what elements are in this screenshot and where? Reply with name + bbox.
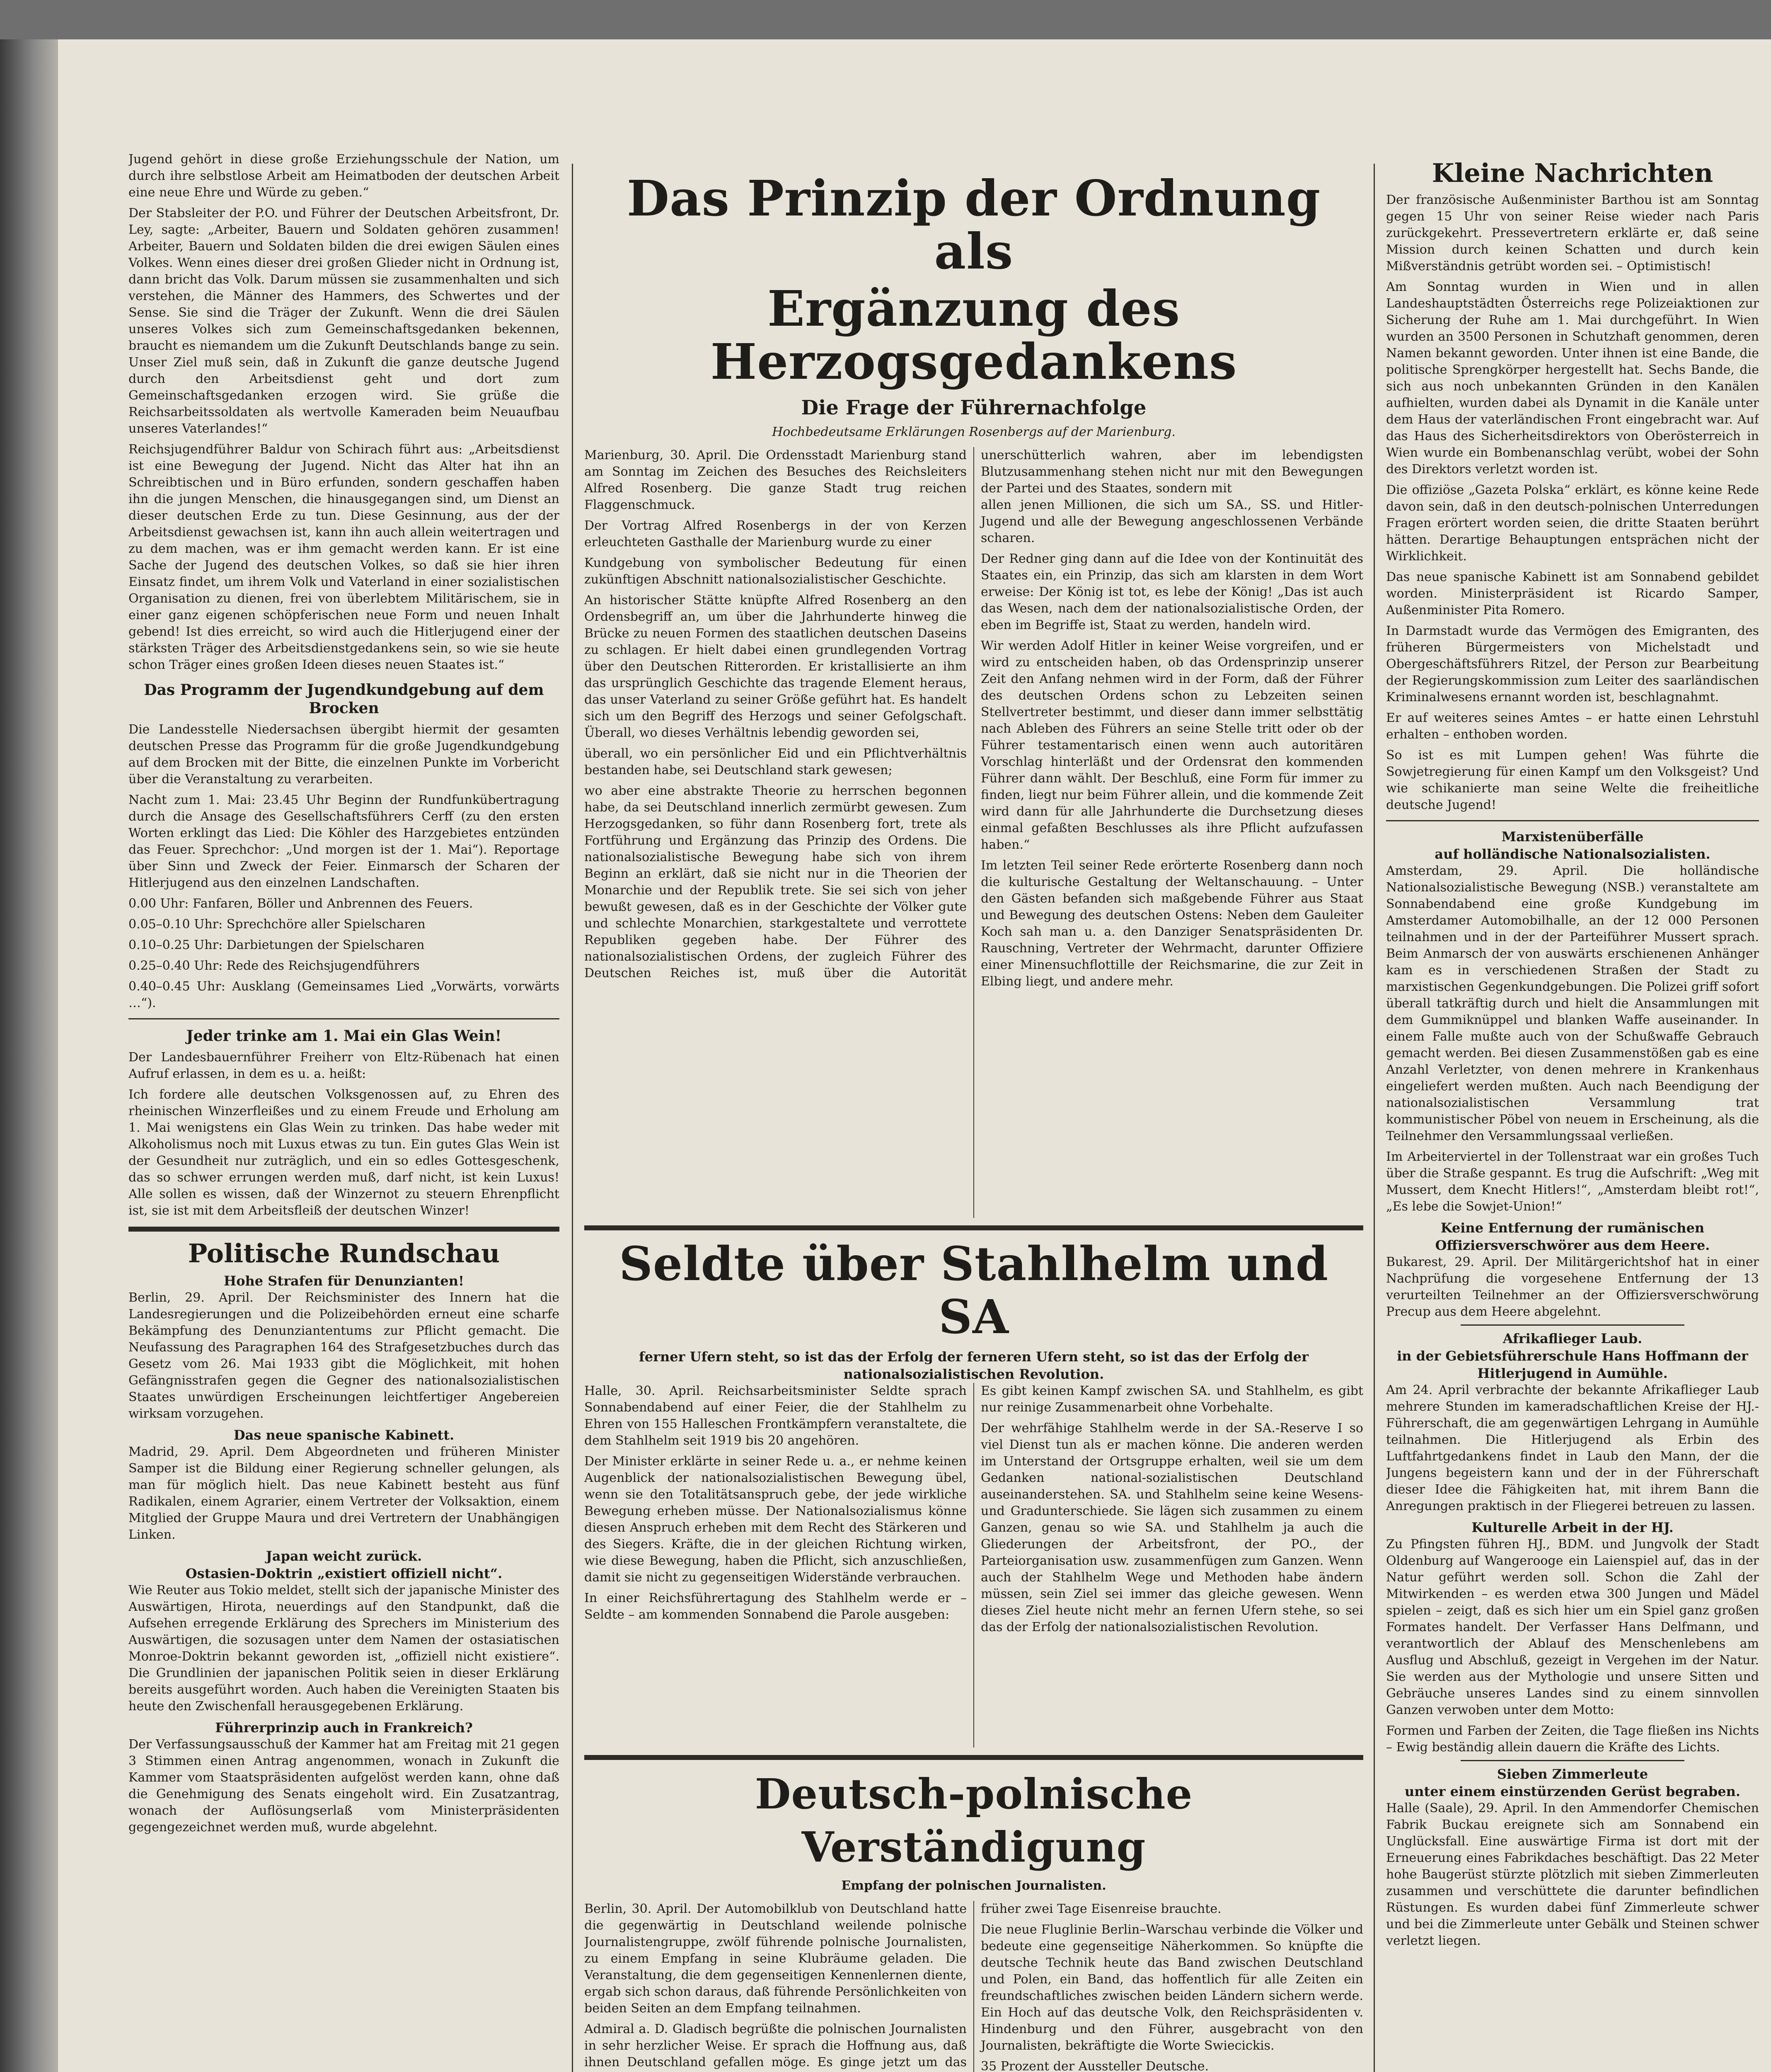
paragraph: früher zwei Tage Eisenreise brauchte. bbox=[981, 1902, 1222, 1916]
main-headline-line2: Ergänzung des Herzogsgedankens bbox=[710, 280, 1237, 390]
paragraph: An historischer Stätte knüpfte Alfred Rosenberg an den Ordensbegriff an, um über die Jahrhunderte hinweg die Brücke zu neuen Formen des staatlichen deutschen Daseins zu schlagen. Er hielt dabei einen grundlegenden Vortrag über den Deutschen Ritterorden. Er kristallisierte an ihm das ursprünglich Geschichte das tragende Element heraus, das unser Vaterland zu seiner Größe geführt hat. Es handelt sich um den Begriff des Herzogs und seiner Gefolgschaft. Überall, wo dieses Verhältnis lebendig geworden sei, bbox=[584, 593, 967, 740]
spain-headline: Das neue spanische Kabinett. bbox=[233, 1427, 455, 1443]
paragraph: Ich fordere alle deutschen Volksgenossen auf, zu Ehren des rheinischen Winzerfleißes und zu einem Freude und Erholung am 1. Mai wenigstens ein Glas Wein zu trinken. Das habe weder mit Alkoholismus noch mit Luxus etwas zu tun. Ein gutes Glas Wein ist der Gesundheit nur zuträglich, und ein so edles Gottesgeschenk, das so schwer errungen werden muß, darf nicht, ist kein Luxus! Alle sollen es wissen, daß der Winzernot zu steuern Ehrenpflicht ist, sie ist mit dem Arbeitsfleiß der deutschen Winzer! bbox=[128, 1087, 559, 1218]
rule bbox=[584, 1755, 1363, 1760]
seldte-headline: Seldte über Stahlhelm und SA bbox=[619, 1237, 1329, 1344]
paragraph: Jugend gehört in diese große Erziehungsschule der Nation, um durch ihre selbstlose Arbeit am Heimatboden der deutschen Arbeit eine neue Ehre und Würde zu geben.“ bbox=[128, 152, 559, 200]
paragraph: allen jenen Millionen, die sich um SA., SS. und Hitler-Jugend und alle der Bewegung angeschlossenen Verbände scharen. bbox=[981, 498, 1363, 545]
paragraph: In einer Reichsführertagung des Stahlhelm werde er – Seldte – am kommenden Sonnabend die Parole ausgeben: bbox=[584, 1591, 967, 1622]
paragraph: Der Landesbauernführer Freiherr von Eltz-Rübenach hat einen Aufruf erlassen, in dem es u. a. heißt: bbox=[128, 1050, 559, 1081]
paragraph: Das neue spanische Kabinett ist am Sonnabend gebildet worden. Ministerpräsident ist Ricardo Samper, Außenminister Pita Romero. bbox=[1386, 570, 1759, 617]
japan-subheadline: Ostasien-Doktrin „existiert offiziell nicht“. bbox=[185, 1566, 503, 1581]
rundschau-headline: Politische Rundschau bbox=[188, 1238, 500, 1268]
rule bbox=[128, 1018, 559, 1019]
paragraph: Nacht zum 1. Mai: 23.45 Uhr Beginn der Rundfunkübertragung durch die Ansage des Gesellschaftsführers Cerff (zu den ersten Worten erklingt das Lied: Die Köhler des Harzgebietes entzünden das Feuer. Sprechchor: „Und morgen ist der 1. Mai“). Reportage über Sinn und Zweck der Feier. Einmarsch der Scharen der Hitlerjugend aus den einzelnen Landschaften. bbox=[128, 793, 559, 890]
paragraph: Wir werden Adolf Hitler in keiner Weise vorgreifen, und er wird zu entscheiden haben, ob das Ordensprinzip unserer Zeit den Anfang nehmen wird in der Form, daß der Führer des deutschen Ordens schon zu Lebzeiten seinen Stellvertreter bestimmt, und dieser dann immer selbsttätig nach Ableben des Führers an seine Stelle tritt oder ob der Führer testamentarisch einen wenn auch autoritären Vorschlag hinterläßt und der Ordensrat den kommenden Führer dann wählt. Der Beschluß, eine Form für immer zu finden, liegt nur beim Führer allein, und die kommende Zeit wird dann für alle Jahrhunderte die Durchsetzung dieses einmal gefaßten Beschlusses als ihre Pflicht aufzufassen haben.“ bbox=[981, 639, 1363, 852]
france-paragraphs bbox=[128, 1736, 559, 1836]
zimmer-subheadline: unter einem einstürzenden Gerüst begraben. bbox=[1404, 1784, 1741, 1799]
paragraph: Halle, 30. April. Reichsarbeitsminister Seldte sprach Sonnabendabend auf einer Feier, die der Stahlhelm zu Ehren von 155 Halleschen Frontkämpfern veranstaltete, die dem Stahlhelm seit 1919 bis 20 angehören. bbox=[584, 1384, 967, 1448]
japan-paragraphs bbox=[128, 1582, 559, 1715]
rundschau-subheadline: Hohe Strafen für Denunzianten! bbox=[223, 1273, 465, 1289]
paragraph: überall, wo ein persönlicher Eid und ein Pflichtverhältnis bestanden habe, sei Deutschland stark gewesen; bbox=[584, 746, 967, 777]
paragraph: Amsterdam, 29. April. Die holländische Nationalsozialistische Bewegung (NSB.) veranstaltete am Sonnabendabend eine große Kundgebung im Amsterdamer Automobilhalle, an der 12 000 Personen teilnahmen und in der der Parteiführer Mussert sprach. Beim Anmarsch der von auswärts erschienenen Anhänger kam es in verschiedenen Straßen der Stadt zu marxistischen Gegenkundgebungen. Die Polizei griff sofort überall tatkräftig durch und hielt die Ansammlungen mit dem Gummiknüppel und blanken Waffe auseinander. In einem Falle mußte auch von der Schußwaffe Gebrauch gemacht werden. Bei diesen Zusammenstößen gab es eine Anzahl Verletzter, von denen mehrere in Krankenhaus eingeliefert werden mußten. Auch nach Beendigung der nationalsozialistischen Versammlung trat kommunistischer Pöbel von neuem in Erscheinung, als die Teilnehmer den Versammlungssaal verließen. bbox=[1386, 864, 1759, 1143]
culture-headline: Kulturelle Arbeit in der HJ. bbox=[1471, 1520, 1674, 1535]
paragraph: Am Sonntag wurden in Wien und in allen Landeshauptstädten Österreichs rege Polizeiaktionen zur Sicherung der Ruhe am 1. Mai durchgeführt. In Wien wurden an 3500 Personen in Schutzhaft genommen, deren Namen bekannt geworden. Unter ihnen ist eine Bande, die politische Sprengkörper hergestellt hat. Sechs Bande, die sich aus noch unbekannten Gründen in den Kanälen aufhielten, wurden dabei als Dynamit in die Kanäle unter dem Haus der vaterländischen Front eingebracht war. Auf das Haus des Sicherheitsdirektors von Oberösterreich in Wien wurde ein Bombenanschlag verübt, wobei der Sohn des Direktors verletzt worden ist. bbox=[1386, 280, 1759, 477]
rule bbox=[1461, 1760, 1684, 1761]
paragraph: Am 24. April verbrachte der bekannte Afrikaflieger Laub mehrere Stunden im kameradschaftlichen Kreise der HJ.-Führerschaft, die am gegenwärtigen Lehrgang in Aumühle teilnahmen. Die Hitlerjugend als Erbin des Luftfahrtgedankens findet in Laub den Mann, der die Jungens begeistern kann und der in der Führerschaft dieser Idee die Fähigkeiten hat, mit ihrem Bann die Anregungen praktisch in der Fliegerei betreuen zu lassen. bbox=[1386, 1383, 1759, 1513]
paragraph: Die offiziöse „Gazeta Polska“ erklärt, es könne keine Rede davon sein, daß in den deutsch-polnischen Unterredungen Fragen erörtert worden seien, die dritte Staaten berührt hätten. Derartige Behauptungen entsprächen nicht der Wirklichkeit. bbox=[1386, 483, 1759, 564]
left-column bbox=[128, 151, 559, 2072]
paragraph: 0.00 Uhr: Fanfaren, Böller und Anbrennen des Feuers. bbox=[128, 896, 473, 911]
kn-paragraphs bbox=[1386, 192, 1759, 813]
romania-headline: Keine Entfernung der rumänischen Offiziersverschwörer aus dem Heere. bbox=[1435, 1220, 1710, 1253]
paragraph: Berlin, 30. April. Der Automobilklub von Deutschland hatte die gegenwärtig in Deutschland weilende polnische Journalistengruppe, zwölf führende polnische Journalisten, zu einem Empfang in seine Klubräume geladen. Die Veranstaltung, die dem gegenseitigen Kennenlernen diente, ergab sich schon daraus, daß führende Persönlichkeiten von beiden Seiten an dem Empfang teilnahmen. bbox=[584, 1902, 967, 2016]
main-headline-line1: Das Prinzip der Ordnung als bbox=[627, 169, 1321, 280]
paragraph: Halle (Saale), 29. April. In den Ammendorfer Chemischen Fabrik Buckau ereignete sich am Sonnabend ein Unglücksfall. Eine auswärtige Firma ist dort mit der Erneuerung eines Fabrikdaches beschäftigt. Das 22 Meter hohe Baugerüst stürzte plötzlich mit sieben Zimmerleuten zusammen und verschüttete die darunter befindlichen Rüstungen. Es wurden dabei fünf Zimmerleute schwer und bei die Zimmerleute unter Gebälk und Steinen schwer verletzt liegen. bbox=[1386, 1801, 1759, 1948]
dp-article-body bbox=[584, 1901, 1363, 2072]
paragraph: Madrid, 29. April. Dem Abgeordneten und früheren Minister Samper ist die Bildung einer Regierung schneller gelungen, als man für möglich hielt. Das neue Kabinett besteht aus fünf Radikalen, einem Agrarier, einem Vertreter der Volksaktion, einem Mitglied der Gruppe Maura und drei Vertretern der Unabhängigen Linken. bbox=[128, 1445, 559, 1542]
paragraph: Der Stabsleiter der P.O. und Führer der Deutschen Arbeitsfront, Dr. Ley, sagte: „Arbeiter, Bauern und Soldaten gehören zusammen! Arbeiter, Bauern und Soldaten bilden die drei ewigen Säulen eines Volkes. Wenn eines dieser drei großen Glieder nicht in Ordnung ist, dann bricht das Volk. Darum müssen sie zusammenhalten und sich verstehen, die Männer des Hammers, des Schwertes und der Sense. Sie sind die Träger der Zukunft. Wenn die drei Säulen unseres Volkes sich zum Gemeinschaftsgedanken bekennen, braucht es niemandem um die Zukunft Deutschlands bange zu sein. Unser Ziel muß sein, daß in Zukunft die ganze deutsche Jugend durch den Arbeitsdienst geht und dort zum Gemeinschaftsgedanken erzogen wird. Sie grüße die Reichsarbeitssoldaten als wertvolle Kameraden beim Neuaufbau unseres Vaterlandes!“ bbox=[128, 206, 559, 436]
right-column bbox=[1386, 151, 1759, 2072]
paragraph: Kundgebung von symbolischer Bedeutung für einen zukünftigen Abschnitt nationalsozialistischer Geschichte. bbox=[584, 556, 967, 587]
paragraph: 0.25–0.40 Uhr: Rede des Reichsjugendführers bbox=[128, 959, 420, 973]
japan-headline: Japan weicht zurück. bbox=[266, 1548, 422, 1564]
program-paragraphs bbox=[128, 721, 559, 1012]
laub-subheadline: in der Gebietsführerschule Hans Hoffmann der Hitlerjugend in Aumühle. bbox=[1397, 1348, 1748, 1381]
paragraph: So ist es mit Lumpen gehen! Was führte die Sowjetregierung für einen Kampf um den Volksgeist? Und wie schikanierte man seine Welte die freiheitliche deutsche Jugend! bbox=[1386, 748, 1759, 812]
romania-paragraphs bbox=[1386, 1254, 1759, 1320]
paragraph: 0.05–0.10 Uhr: Sprechchöre aller Spielscharen bbox=[128, 917, 426, 932]
program-headline: Das Programm der Jugendkundgebung auf dem Brocken bbox=[144, 681, 544, 717]
paragraph: Wie Reuter aus Tokio meldet, stellt sich der japanische Minister des Auswärtigen, Hirota, neuerdings auf den Standpunkt, daß die Aufsehen erregende Erklärung des Sprechers im Ministerium des Auswärtigen, die sozusagen unter dem Namen der ostasiatischen Monroe-Doktrin bekannt geworden ist, „offiziell nicht existiere“. Die Grundlinien der japanischen Politik seien in dieser Erklärung bereits ausgeführt worden. Auch haben die Vereinigten Staaten bis heute den Zwischenfall herausgegebenen Erklärung. bbox=[128, 1583, 559, 1714]
paragraph: Im Arbeiterviertel in der Tollenstraat war ein großes Tuch über die Straße gespannt. Es trug die Aufschrift: „Weg mit Mussert, dem Knecht Hitlers!“, „Amsterdam bleibt rot!“, „Es lebe die Sowjet-Union!“ bbox=[1386, 1150, 1759, 1214]
seldte-deck: ferner Ufern steht, so ist das der Erfolg der ferneren Ufern steht, so ist das der Erfolg der nationalsozialistischen Revolution. bbox=[639, 1349, 1309, 1382]
rule bbox=[128, 1227, 559, 1232]
binding-edge bbox=[0, 39, 58, 2072]
dp-subheadline: Empfang der polnischen Journalisten. bbox=[841, 1878, 1106, 1893]
paragraph: Die Landesstelle Niedersachsen übergibt hiermit der gesamten deutschen Presse das Programm für die große Jugendkundgebung auf dem Brocken mit der Bitte, die einzelnen Punkte im Vorbericht über die Veranstaltung zu verarbeiten. bbox=[128, 722, 559, 787]
main-subheadline: Die Frage der Führernachfolge bbox=[801, 396, 1147, 419]
paragraph: In Darmstadt wurde das Vermögen des Emigranten, des früheren Bürgermeisters von Michelstadt und Obergeschäftsführers Ritzel, der Person zur Bearbeitung der Regierungskommission zum Leiter des saarländischen Kriminalwesens ernannt worden ist, beschlagnahmt. bbox=[1386, 624, 1759, 704]
paragraph: Der Vortrag Alfred Rosenbergs in der von Kerzen erleuchteten Gasthalle der Marienburg wurde zu einer bbox=[584, 518, 967, 549]
paragraph: Im letzten Teil seiner Rede erörterte Rosenberg dann noch die kulturische Gestaltung der Weltanschauung. – Unter den Gästen befanden sich maßgebende Führer aus Staat und Bewegung des deutschen Ostens: Neben dem Gauleiter Koch sah man u. a. den Danziger Senatspräsidenten Dr. Rauschning, Vertreter der Wehrmacht, darunter Offiziere einer Minensuchflottille der Reichsmarine, die zur Zeit in Elbing liegt, und andere mehr. bbox=[981, 858, 1363, 989]
marx-subheadline: auf holländische Nationalsozialisten. bbox=[1435, 846, 1711, 862]
paragraph: 35 Prozent der Aussteller Deutsche. bbox=[981, 2059, 1209, 2072]
zimmer-paragraphs bbox=[1386, 1800, 1759, 1949]
dp-headline: Deutsch-polnische Verständigung bbox=[755, 1769, 1193, 1871]
center-column bbox=[584, 151, 1363, 2072]
paragraph: 0.10–0.25 Uhr: Darbietungen der Spielscharen bbox=[128, 938, 425, 952]
rule bbox=[1386, 820, 1759, 821]
laub-headline: Afrikaflieger Laub. bbox=[1502, 1331, 1643, 1346]
intro-paragraphs bbox=[128, 151, 559, 673]
paragraph: Berlin, 29. April. Der Reichsminister des Innern hat die Landesregierungen und die Polizeibehörden erneut eine scharfe Bekämpfung des Denunziantentums zur Pflicht gemacht. Die Neufassung des Paragraphen 164 des Strafgesetzbuches durch das Gesetz vom 26. Mai 1933 gibt die Möglichkeit, mit hohen Gefängnisstrafen gegen die Gegner des nationalsozialistischen Staates unwürdigen Erscheinungen leichtfertiger Angebereien wirksam vorzugehen. bbox=[128, 1290, 559, 1421]
spain-paragraphs bbox=[128, 1444, 559, 1543]
kn-headline: Kleine Nachrichten bbox=[1432, 158, 1713, 188]
marx-headline: Marxistenüberfälle bbox=[1501, 829, 1644, 845]
france-headline: Führerprinzip auch in Frankreich? bbox=[215, 1720, 473, 1736]
paragraph: Zu Pfingsten führen HJ., BDM. und Jungvolk der Stadt Oldenburg auf Wangerooge ein Laienspiel auf, das in der Natur geführt werden soll. Schon die Zahl der Mitwirkenden – es werden etwa 300 Jungen und Mädel spielen – zeigt, daß es sich hier um ein Spiel ganz großen Formates handelt. Der Verfasser Hans Delfmann, und verantwortlich der Ablauf des Menschenlebens am Ausflug und Abschluß, gezeigt in Vergehen im der Natur. Sie werden aus der Mythologie und unsere Sitten und Gebräuche unseres Landes sind zu einem sinnvollen Ganzen verwoben unter dem Motto: bbox=[1386, 1537, 1759, 1717]
column-rule bbox=[572, 164, 573, 2072]
main-article-body bbox=[584, 447, 1363, 1218]
paragraph: Der französische Außenminister Barthou ist am Sonntag gegen 15 Uhr von seiner Reise wieder nach Paris zurückgekehrt. Pressevertretern erklärte er, daß seine Mission durch keinen Schatten und durch kein Mißverständnis getrübt worden sei. – Optimistisch! bbox=[1386, 193, 1759, 274]
marx-paragraphs bbox=[1386, 863, 1759, 1215]
paragraph: Der Verfassungsausschuß der Kammer hat am Freitag mit 21 gegen 3 Stimmen einen Antrag angenommen, wonach in Zukunft die Kammer vom Staatspräsidenten aufgelöst werden kann, ohne daß die Genehmigung des Senats eingeholt wird. Ein Zusatzantrag, wonach der Auflösungserlaß vom Ministerpräsidenten gegengezeichnet werden muß, wurde abgelehnt. bbox=[128, 1737, 559, 1835]
rule bbox=[1461, 1324, 1684, 1326]
paragraph: Er auf weiteres seines Amtes – er hatte einen Lehrstuhl erhalten – enthoben worden. bbox=[1386, 711, 1759, 742]
newspaper-page bbox=[58, 39, 1771, 2072]
paragraph: Es gibt keinen Kampf zwischen SA. und Stahlhelm, es gibt nur reinige Zusammenarbeit ohne Vorbehalte. bbox=[981, 1384, 1363, 1415]
seldte-article-body bbox=[584, 1383, 1363, 1748]
paragraph: Die neue Fluglinie Berlin–Warschau verbinde die Völker und bedeute eine gegenseitige Näherkommen. So knüpfte die deutsche Technik heute das Band zwischen Deutschland und Polen, ein Band, das hoffentlich für alle Zeiten ein freundschaftliches zwischen beiden Ländern sichern werde. Ein Hoch auf das deutsche Volk, den Reichspräsidenten v. Hindenburg und den Führer, ausgebracht von den Journalisten, bekräftigte die Worte Swiecickis. bbox=[981, 1922, 1363, 2053]
column-rule bbox=[1374, 164, 1375, 2072]
paragraph: wo aber eine abstrakte Theorie zu herrschen begonnen habe, da sei Deutschland innerlich zermürbt gewesen. Zum Herzogsgedanken, so führ dann Rosenberg fort, trete als Fortführung und Ergänzung das Prinzip des Ordens. Die nationalsozialistische Bewegung habe sich von ihrem Beginn an erklärt, daß sie nicht nur in die Theorien der Monarchie und der Republik trete. Sie sei sich von jeher bewußt gewesen, daß es in der Geschichte der Völker gute und schlechte Monarchien, starkgestaltete und verrottete Republiken gegeben habe. Der Führer des nationalsozialistischen Ordens, der zugleich Führer des Deutschen Reiches ist, muß über die Autorität unerschütterlich wahren, aber im lebendigsten Blutzusammenhang stehen nicht nur mit den Bewegungen der Partei und des Staates, sondern mit bbox=[584, 448, 1363, 980]
rundschau-paragraphs bbox=[128, 1290, 559, 1422]
paragraph: Der Redner ging dann auf die Idee von der Kontinuität des Staates ein, ein Prinzip, das sich am klarsten in dem Wort erweise: Der König ist tot, es lebe der König! „Das ist auch das Wesen, nach dem der nationalsozialistische Orden, der eben im Begriffe ist, Staat zu werden, handeln wird. bbox=[981, 552, 1363, 632]
wine-headline: Jeder trinke am 1. Mai ein Glas Wein! bbox=[186, 1027, 502, 1045]
wine-paragraphs bbox=[128, 1049, 559, 1219]
paragraph: Marienburg, 30. April. Die Ordensstadt Marienburg stand am Sonntag im Zeichen des Besuches des Reichsleiters Alfred Rosenberg. Die ganze Stadt trug reichen Flaggenschmuck. bbox=[584, 448, 967, 512]
rule bbox=[584, 1225, 1363, 1230]
paragraph: Reichsjugendführer Baldur von Schirach führt aus: „Arbeitsdienst ist eine Bewegung der Jugend. Nicht das Alter hat ihn an Schreibtischen und in Büro erfunden, sondern geschaffen haben ihn die jungen Menschen, die hinausgegangen sind, um Dienst an dieser deutschen Erde zu tun. Diese Gesinnung, aus der der Arbeitsdienst gewachsen ist, kann ihn auch allein weitertragen und zu dem machen, was er ihm gemacht werden kann. Er ist eine Sache der Jugend des deutschen Volkes, so daß sie hier ihren Einsatz findet, um ihrem Volk und Vaterland in einer sozialistischen Organisation zu dienen, frei von überlebtem Militärischem, sie in einer ganz eigenen schöpferischen neue Form und neuen Inhalt gebend! Ist dies erreicht, so wird auch die Hitlerjugend einer der stärksten Träger des Arbeitsdienstgedankens sein, so wie sie heute schon Träger eines großen Ideen dieses neuen Staates ist.“ bbox=[128, 442, 559, 672]
laub-paragraphs bbox=[1386, 1382, 1759, 1515]
culture-paragraphs bbox=[1386, 1536, 1759, 1756]
paragraph: Formen und Farben der Zeiten, die Tage fließen ins Nichts – Ewig beständig allein dauern die Kräfte des Lichts. bbox=[1386, 1723, 1759, 1755]
paragraph: Der wehrfähige Stahlhelm werde in der SA.-Reserve I so viel Dienst tun als er machen könne. Die anderen werden im Unterstand der Ortsgruppe erhalten, weil sie um dem Gedanken national-sozialistischen Deutschland auseinanderstehen. SA. und Stahlhelm seine keine Wesens- und Gradunterschiede. Sie lägen sich zusammen zu einem Ganzen, genau so wie SA. und Stahlhelm ja auch die Gliederungen der Arbeitsfront, der PO., der Parteiorganisation usw. zusammenfügen zum Ganzen. Wenn auch der Stahlhelm Wege und Methoden habe ändern müssen, sein Ziel sei immer das gleiche gewesen. Wenn dieses Ziel heute nicht mehr an fernen Ufern stehe, so sei das der Erfolg der nationalsozialistischen Revolution. bbox=[981, 1421, 1363, 1634]
paragraph: 0.40–0.45 Uhr: Ausklang (Gemeinsames Lied „Vorwärts, vorwärts …“). bbox=[128, 979, 559, 1010]
paragraph: Der Minister erklärte in seiner Rede u. a., er nehme keinen Augenblick der nationalsozialistischen Bewegung übel, wenn sie den Totalitätsanspruch gebe, der jede wirkliche Bewegung erheben müsse. Der Nationalsozialismus könne diesen Anspruch erheben mit dem Recht des Stärkeren und des Siegers. Kräfte, die in der gleichen Richtung wirken, wie diese Bewegung, haben die Pflicht, sich anzuschließen, damit sie nicht zu gegenseitigen Widerstände verbrauchen. bbox=[584, 1454, 967, 1585]
paragraph: Admiral a. D. Gladisch begrüßte die polnischen Journalisten in sehr herzlicher Weise. Er sprach die Hoffnung aus, daß ihnen Deutschland gefallen möge. Es ginge jetzt um das bbox=[584, 2022, 967, 2070]
zimmer-headline: Sieben Zimmerleute bbox=[1497, 1766, 1648, 1782]
main-dek: Hochbedeutsame Erklärungen Rosenbergs auf der Marienburg. bbox=[772, 425, 1176, 439]
paragraph: Bukarest, 29. April. Der Militärgerichtshof hat in einer Nachprüfung die vorgesehene Entfernung der 13 verurteilten Teilnehmer an der Offiziersverschwörung Precup aus dem Heere abgelehnt. bbox=[1386, 1255, 1759, 1319]
